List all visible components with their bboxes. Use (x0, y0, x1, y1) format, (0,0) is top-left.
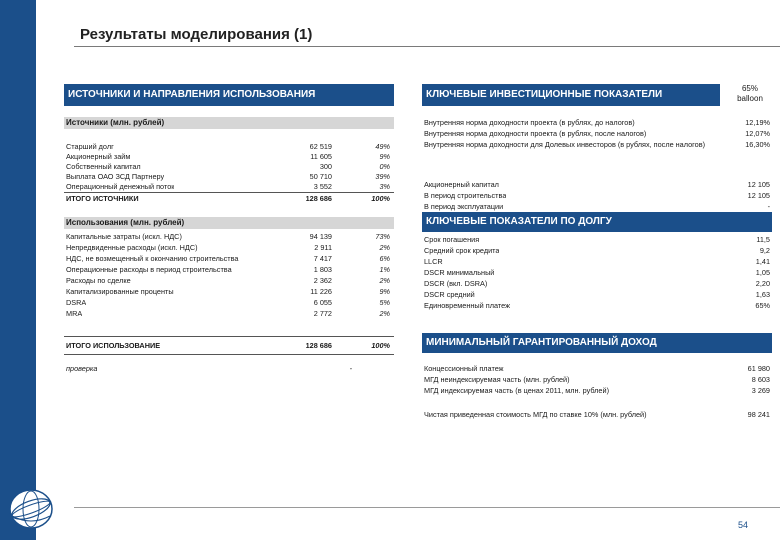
table-row (66, 182, 392, 192)
total-divider (64, 336, 394, 337)
table-row (424, 279, 772, 289)
row-label: Чистая приведенная стоимость МГД по ставке 10% (млн. рублей) (424, 410, 647, 419)
row-percent: 49% (375, 142, 390, 151)
row-value: 11 226 (310, 287, 332, 296)
table-row (424, 257, 772, 267)
npv-row (424, 410, 772, 420)
row-label: проверка (66, 364, 98, 373)
total-divider (64, 192, 394, 193)
row-value: 94 139 (309, 232, 332, 241)
row-percent: 9% (379, 287, 390, 296)
row-value: 12 105 (747, 180, 770, 189)
row-percent: 2% (379, 243, 390, 252)
row-label: Внутренняя норма доходности для Долевых инвесторов (в рублях, после налогов) (424, 140, 706, 149)
row-value: 300 (319, 162, 332, 171)
table-row (424, 301, 772, 311)
row-percent: 9% (379, 152, 390, 161)
row-value: 12 105 (747, 191, 770, 200)
row-label: Собственный капитал (66, 162, 141, 171)
table-row (424, 191, 772, 201)
table-row (66, 152, 392, 162)
table-row (424, 129, 772, 139)
row-value: 61 980 (747, 364, 770, 373)
row-percent: 100% (371, 194, 390, 203)
row-percent: 39% (375, 172, 390, 181)
row-value: 1 803 (313, 265, 332, 274)
table-row (66, 232, 392, 242)
row-value: 2 362 (313, 276, 332, 285)
row-label: В период строительства (424, 191, 507, 200)
row-label: В период эксплуатации (424, 202, 504, 211)
table-row (424, 246, 772, 256)
row-label: Единовременный платеж (424, 301, 510, 310)
row-label: Средний срок кредита (424, 246, 500, 255)
table-row (424, 202, 772, 212)
row-value: 7 417 (313, 254, 332, 263)
footer-divider (74, 507, 780, 508)
row-value: 11,5 (756, 235, 770, 244)
row-percent: 6% (379, 254, 390, 263)
row-label: Капитализированные проценты (66, 287, 174, 296)
row-label: Концессионный платеж (424, 364, 504, 373)
table-row (66, 142, 392, 152)
sidebar-band (0, 0, 36, 540)
row-label: DSCR (вкл. DSRA) (424, 279, 488, 288)
sources-total-row (66, 194, 392, 204)
row-label: MRA (66, 309, 83, 318)
row-value: 2 911 (314, 243, 332, 252)
row-label: LLCR (424, 257, 443, 266)
table-row (424, 290, 772, 300)
table-row (424, 235, 772, 245)
page-number: 54 (738, 520, 749, 530)
row-value: 1,63 (755, 290, 770, 299)
debt-indicators-header: КЛЮЧЕВЫЕ ПОКАЗАТЕЛИ ПО ДОЛГУ (422, 212, 772, 232)
table-row (424, 180, 772, 190)
row-percent: 73% (375, 232, 390, 241)
row-value: 2,20 (755, 279, 770, 288)
table-row (66, 254, 392, 264)
row-label: DSCR минимальный (424, 268, 495, 277)
row-label: МГД неиндексируемая часть (млн. рублей) (424, 375, 570, 384)
scenario-percent: 65% (741, 84, 758, 93)
row-value: 50 710 (309, 172, 332, 181)
row-label: ИТОГО ИСТОЧНИКИ (66, 194, 139, 203)
table-row (66, 265, 392, 275)
table-row (66, 287, 392, 297)
row-label: Срок погашения (424, 235, 480, 244)
row-value: 9,2 (759, 246, 770, 255)
table-row (66, 162, 392, 172)
min-income-header: МИНИМАЛЬНЫЙ ГАРАНТИРОВАННЫЙ ДОХОД (422, 333, 772, 353)
scenario-type: balloon (737, 94, 763, 103)
row-value: 2 772 (313, 309, 332, 318)
row-percent: 1% (379, 265, 390, 274)
total-divider (64, 354, 394, 355)
table-row (66, 243, 392, 253)
table-row (424, 375, 772, 385)
table-row (424, 364, 772, 374)
row-value: 62 519 (309, 142, 332, 151)
row-percent: 5% (379, 298, 390, 307)
row-value: - (349, 364, 352, 373)
row-label: Расходы по сделке (66, 276, 131, 285)
row-percent: 100% (371, 341, 390, 350)
row-label: ИТОГО ИСПОЛЬЗОВАНИЕ (66, 341, 161, 350)
row-label: DSCR средний (424, 290, 475, 299)
row-label: Внутренняя норма доходности проекта (в рублях, до налогов) (424, 118, 635, 127)
row-value: 128 686 (305, 341, 332, 350)
row-label: Капитальные затраты (искл. НДС) (66, 232, 182, 241)
row-value: 128 686 (305, 194, 332, 203)
row-percent: 0% (379, 162, 390, 171)
row-label: Выплата ОАО ЗСД Партнеру (66, 172, 165, 181)
row-percent: 2% (379, 276, 390, 285)
sources-subheader: Источники (млн. рублей) (64, 117, 394, 129)
table-row (66, 309, 392, 319)
row-value: 12,19% (745, 118, 770, 127)
table-row (424, 118, 772, 128)
row-value: 3 269 (751, 386, 770, 395)
row-label: Операционные расходы в период строительства (66, 265, 232, 274)
row-value: 3 552 (313, 182, 332, 191)
table-row (424, 268, 772, 278)
sources-uses-header: ИСТОЧНИКИ И НАПРАВЛЕНИЯ ИСПОЛЬЗОВАНИЯ (64, 84, 394, 106)
row-label: Старший долг (66, 142, 114, 151)
table-row (66, 172, 392, 182)
check-row (66, 364, 392, 374)
row-value: 1,41 (755, 257, 770, 266)
row-value: 12,07% (745, 129, 770, 138)
title-divider (74, 46, 780, 47)
company-logo-icon (6, 486, 56, 532)
uses-subheader: Использования (млн. рублей) (64, 217, 394, 229)
row-value: 98 241 (747, 410, 770, 419)
row-label: Акционерный капитал (424, 180, 499, 189)
row-label: Внутренняя норма доходности проекта (в рублях, после налогов) (424, 129, 647, 138)
table-row (424, 140, 772, 150)
row-value: 65% (755, 301, 770, 310)
investment-indicators-header: КЛЮЧЕВЫЕ ИНВЕСТИЦИОННЫЕ ПОКАЗАТЕЛИ (422, 84, 720, 106)
row-value: 6 055 (313, 298, 332, 307)
row-value: 1,05 (755, 268, 770, 277)
row-label: Акционерный займ (66, 152, 131, 161)
scenario-column-header (728, 84, 772, 104)
row-label: Операционный денежный поток (66, 182, 175, 191)
table-row (66, 298, 392, 308)
uses-total-row (66, 341, 392, 351)
row-percent: 2% (379, 309, 390, 318)
table-row (424, 386, 772, 396)
row-value: - (767, 202, 770, 211)
page-title: Результаты моделирования (1) (80, 26, 313, 43)
row-label: Непредвиденные расходы (искл. НДС) (66, 243, 198, 252)
table-row (66, 276, 392, 286)
row-label: МГД индексируемая часть (в ценах 2011, млн. рублей) (424, 386, 610, 395)
row-value: 16,30% (745, 140, 770, 149)
row-label: НДС, не возмещенный к окончанию строительства (66, 254, 239, 263)
row-label: DSRA (66, 298, 87, 307)
row-value: 8 603 (751, 375, 770, 384)
row-value: 11 605 (310, 152, 332, 161)
row-percent: 3% (379, 182, 390, 191)
